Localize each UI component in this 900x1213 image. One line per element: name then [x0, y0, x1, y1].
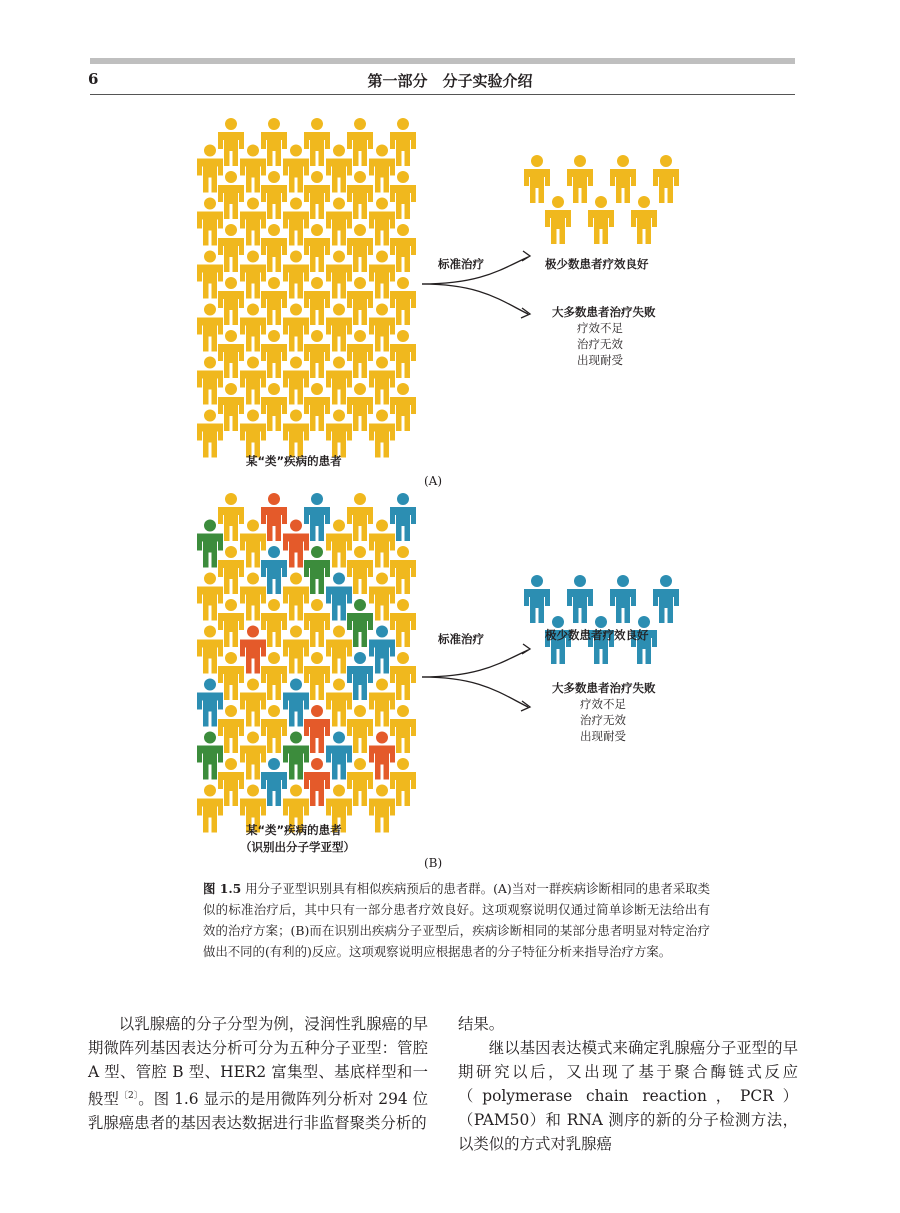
caption-text: 用分子亚型识别具有相似疾病预后的患者群。(A)当对一群疾病诊断相同的患者采取类似的标准治疗后，其中只有一部分患者疗效良好。这项观察说明仅通过简单诊断无法给出有效的治疗方案；(B)而在识别出疾病分子亚型后，疾病诊断相同的某部分患者明显对特定治疗做出不同的(有利的)反应。这项观察说明应根据患者的分子特征分析来指导治疗方案。 [203, 881, 710, 959]
figure-panel-a [180, 110, 740, 490]
bad-outcome-item: 疗效不足 [580, 697, 626, 711]
person-icon [653, 155, 679, 203]
figure-caption [203, 878, 710, 962]
good-outcome-label: 极少数患者疗效良好 [545, 257, 649, 271]
arrow-label: 标准治疗 [438, 257, 484, 271]
person-icon [567, 575, 593, 623]
person-icon [326, 410, 352, 458]
person-icon [524, 575, 550, 623]
citation-ref: 〔2〕 [118, 1091, 139, 1101]
good-outcome-label: 极少数患者疗效良好 [545, 628, 649, 642]
bad-outcome-item: 治疗无效 [580, 713, 626, 727]
arrow-label: 标准治疗 [438, 632, 484, 646]
bad-outcome-item: 出现耐受 [580, 729, 626, 743]
responder-group-b [524, 575, 679, 664]
person-icon [610, 575, 636, 623]
group-label: 某“类”疾病的患者 [246, 823, 342, 837]
person-icon [369, 410, 395, 458]
person-icon [197, 410, 223, 458]
bad-outcome-title: 大多数患者治疗失败 [552, 681, 656, 695]
person-icon [653, 575, 679, 623]
top-bar [90, 58, 795, 64]
page-number: 6 [88, 70, 99, 88]
person-icon [283, 410, 309, 458]
body-column-right [458, 1012, 798, 1156]
arrow-bad [422, 677, 528, 707]
arrow-bad [422, 284, 528, 314]
panel-tag-b: (B) [424, 856, 443, 870]
person-icon [588, 196, 614, 244]
group-sublabel: （识别出分子学亚型） [240, 840, 355, 854]
body-paragraph: 以乳腺癌的分子分型为例，浸润性乳腺癌的早期微阵列基因表达分析可分为五种分子亚型：管腔 A 型、管腔 B 型、HER2 富集型、基底样型和一般型$^{〔2〕}$。图 1.6 显示的是用微阵列分析对 294 位乳腺癌患者的基因表达数据进行非监督聚类分析的 [88, 1015, 428, 1133]
bad-outcome-title: 大多数患者治疗失败 [552, 305, 656, 319]
person-icon [240, 410, 266, 458]
person-icon [610, 155, 636, 203]
person-icon [197, 785, 223, 833]
body-paragraph: 继以基因表达模式来确定乳腺癌分子亚型的早期研究以后，又出现了基于聚合酶链式反应（polymerase chain reaction，PCR）（PAM50）和 RNA 测序的新的分子检测方法，以类似的方式对乳腺癌 [458, 1039, 798, 1153]
person-icon [545, 196, 571, 244]
person-icon [524, 155, 550, 203]
bad-outcome-item: 出现耐受 [577, 353, 623, 367]
figure-panel-b [180, 485, 740, 870]
person-icon [567, 155, 593, 203]
caption-label: 图 1.5 [203, 881, 242, 896]
bad-outcome-item: 疗效不足 [577, 321, 623, 335]
person-icon [631, 196, 657, 244]
group-label: 某“类”疾病的患者 [246, 454, 342, 468]
running-title: 第一部分 分子实验介绍 [367, 72, 533, 90]
responder-group-a [524, 155, 679, 244]
body-paragraph: 结果。 [458, 1015, 505, 1033]
bad-outcome-item: 治疗无效 [577, 337, 623, 351]
patient-crowd-a [197, 118, 416, 458]
body-column-left [88, 1012, 428, 1135]
patient-crowd-b [197, 493, 416, 833]
panel-tag-a: (A) [424, 474, 443, 488]
arrow-good [422, 650, 528, 677]
person-icon [369, 785, 395, 833]
header-rule [90, 94, 795, 95]
